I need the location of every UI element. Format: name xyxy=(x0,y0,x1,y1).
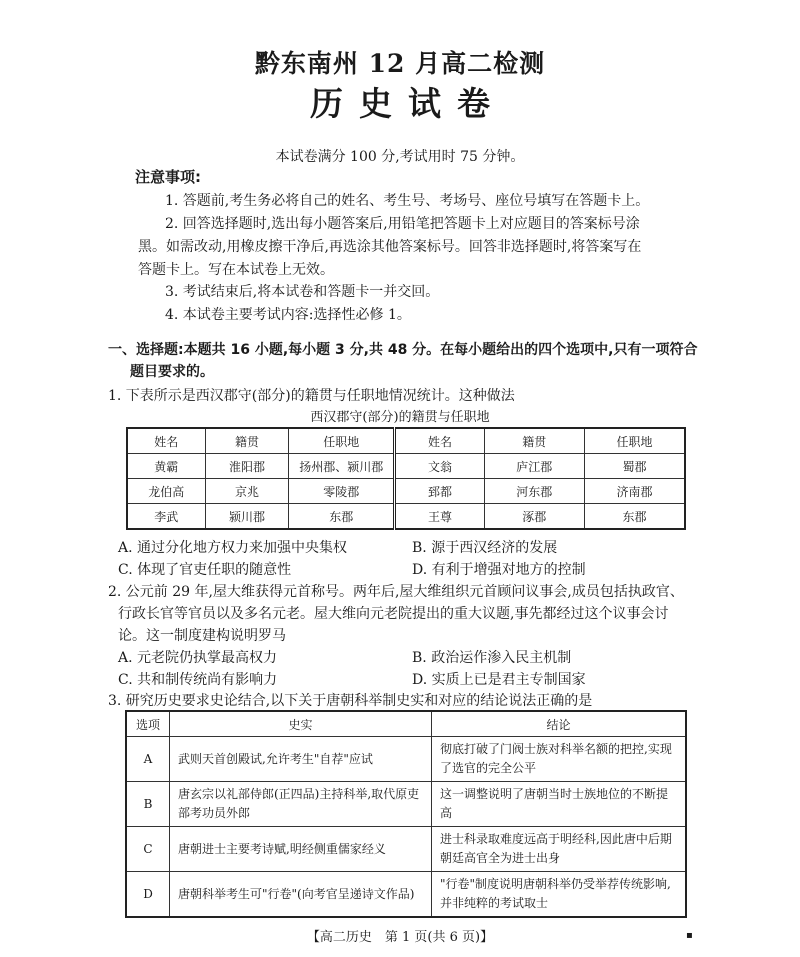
question-1-table-caption: 西汉郡守(部分)的籍贯与任职地 xyxy=(310,410,490,425)
table-cell: 济南郡 xyxy=(585,479,685,504)
table-cell: 彻底打破了门阀士族对科举名额的把控,实现了选官的完全公平 xyxy=(432,737,687,782)
page-footer: 【高二历史 第 1 页(共 6 页)】 xyxy=(306,930,494,945)
table-row xyxy=(126,872,686,918)
table-cell: C xyxy=(126,827,170,872)
question-3-table xyxy=(125,710,687,918)
table-cell: "行卷"制度说明唐朝科举仍受举荐传统影响,并非纯粹的考试取士 xyxy=(432,872,687,918)
table-cell: 李武 xyxy=(127,504,205,530)
table-cell: 淮阳郡 xyxy=(205,454,289,479)
table-cell: 籍贯 xyxy=(484,428,584,454)
note-line: 1. 答题前,考生务必将自己的姓名、考生号、考场号、座位号填写在答题卡上。 xyxy=(165,193,650,209)
table-cell: 蜀郡 xyxy=(585,454,685,479)
table-cell: D xyxy=(126,872,170,918)
table-row xyxy=(127,504,685,530)
question-1-option-d: D. 有利于增强对地方的控制 xyxy=(412,562,586,578)
question-3-stem: 3. 研究历史要求史论结合,以下关于唐朝科举制史实和对应的结论说法正确的是 xyxy=(108,693,593,709)
notes-heading: 注意事项: xyxy=(135,168,201,186)
table-cell: 姓名 xyxy=(395,428,484,454)
table-cell: 进士科录取难度远高于明经科,因此唐中后期朝廷高官全为进士出身 xyxy=(432,827,687,872)
table-cell: 唐朝进士主要考诗赋,明经侧重儒家经义 xyxy=(170,827,432,872)
question-2-stem-cont: 行政长官等官员以及多名元老。屋大维向元老院提出的重大议题,事先都经过这个议事会讨 xyxy=(118,606,669,622)
table-row xyxy=(126,737,686,782)
note-line: 4. 本试卷主要考试内容:选择性必修 1。 xyxy=(165,307,411,323)
question-2-option-a: A. 元老院仍执掌最高权力 xyxy=(118,650,278,666)
question-2-stem-cont: 论。这一制度建构说明罗马 xyxy=(118,628,286,644)
corner-mark: ▪ xyxy=(686,930,693,941)
table-cell: 唐朝科举考生可"行卷"(向考官呈递诗文作品) xyxy=(170,872,432,918)
question-1-stem: 1. 下表所示是西汉郡守(部分)的籍贯与任职地情况统计。这种做法 xyxy=(108,388,515,404)
table-header-row xyxy=(126,711,686,737)
table-cell: 东郡 xyxy=(289,504,395,530)
table-cell: 河东郡 xyxy=(484,479,584,504)
table-cell: 涿郡 xyxy=(484,504,584,530)
table-cell: 庐江郡 xyxy=(484,454,584,479)
table-cell: 颍川郡 xyxy=(205,504,289,530)
table-cell: 龙伯高 xyxy=(127,479,205,504)
table-cell: 这一调整说明了唐朝当时士族地位的不断提高 xyxy=(432,782,687,827)
table-cell: 姓名 xyxy=(127,428,205,454)
table-cell: 唐玄宗以礼部侍郎(正四品)主持科举,取代原吏部考功员外郎 xyxy=(170,782,432,827)
table-cell: 郅都 xyxy=(395,479,484,504)
question-2-option-b: B. 政治运作渗入民主机制 xyxy=(412,650,572,666)
note-line: 3. 考试结束后,将本试卷和答题卡一并交回。 xyxy=(165,284,440,300)
question-2-stem: 2. 公元前 29 年,屋大维获得元首称号。两年后,屋大维组织元首顾问议事会,成员包括执政官、 xyxy=(108,584,684,600)
table-cell: 王尊 xyxy=(395,504,484,530)
table-cell: A xyxy=(126,737,170,782)
table-cell: 任职地 xyxy=(289,428,395,454)
table-cell: 黄霸 xyxy=(127,454,205,479)
table-cell: 选项 xyxy=(126,711,170,737)
note-line: 黑。如需改动,用橡皮擦干净后,再选涂其他答案标号。回答非选择题时,将答案写在 xyxy=(138,239,642,255)
note-line: 答题卡上。写在本试卷上无效。 xyxy=(138,262,334,278)
section-instructions: 一、选择题:本题共 16 小题,每小题 3 分,共 48 分。在每小题给出的四个选项中,只有一项符合 xyxy=(108,342,698,358)
subject-title: 历史试卷 xyxy=(310,84,506,123)
exam-title: 黔东南州 12 月高二检测 xyxy=(254,49,546,78)
score-line: 本试卷满分 100 分,考试用时 75 分钟。 xyxy=(275,149,525,165)
table-cell: 结论 xyxy=(432,711,687,737)
table-cell: 东郡 xyxy=(585,504,685,530)
table-cell: B xyxy=(126,782,170,827)
table-row xyxy=(127,479,685,504)
question-1-table xyxy=(126,427,686,530)
table-row xyxy=(127,454,685,479)
table-cell: 任职地 xyxy=(585,428,685,454)
question-1-option-c: C. 体现了官吏任职的随意性 xyxy=(118,562,292,578)
table-cell: 籍贯 xyxy=(205,428,289,454)
table-row xyxy=(126,782,686,827)
table-cell: 京兆 xyxy=(205,479,289,504)
table-cell: 零陵郡 xyxy=(289,479,395,504)
note-line: 2. 回答选择题时,选出每小题答案后,用铅笔把答题卡上对应题目的答案标号涂 xyxy=(165,216,640,232)
table-header-row xyxy=(127,428,685,454)
table-row xyxy=(126,827,686,872)
section-instructions-cont: 题目要求的。 xyxy=(130,364,214,380)
table-cell: 武则天首创殿试,允许考生"自荐"应试 xyxy=(170,737,432,782)
question-2-option-d: D. 实质上已是君主专制国家 xyxy=(412,672,586,688)
question-1-option-b: B. 源于西汉经济的发展 xyxy=(412,540,558,556)
question-2-option-c: C. 共和制传统尚有影响力 xyxy=(118,672,278,688)
table-cell: 史实 xyxy=(170,711,432,737)
question-1-option-a: A. 通过分化地方权力来加强中央集权 xyxy=(118,540,348,556)
table-cell: 扬州郡、颍川郡 xyxy=(289,454,395,479)
table-cell: 文翁 xyxy=(395,454,484,479)
